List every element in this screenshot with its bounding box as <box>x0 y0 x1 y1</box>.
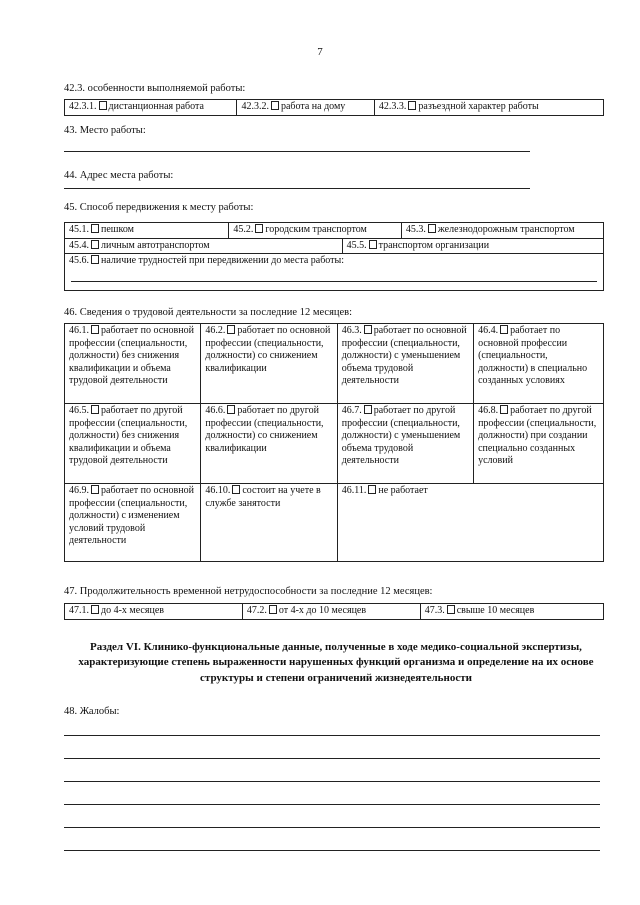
option-46-1[interactable]: 46.1. работает по основной профессии (специальности, должности) без снижения квалификации и объема трудовой деятельности <box>65 324 201 404</box>
section-45-table <box>64 222 604 291</box>
complaints-line[interactable] <box>64 850 600 851</box>
complaints-line[interactable] <box>64 804 600 805</box>
option-45-1[interactable]: 45.1. пешком <box>65 223 229 239</box>
section-6-heading: Раздел VI. Клинико-функциональные данные, полученные в ходе медико-социальной экспертизы, характеризующие степень выраженности нарушенных функций организма и определение на их основе структуры и степени ограничений жизнедеятельности <box>78 641 594 684</box>
checkbox[interactable] <box>99 101 107 110</box>
option-46-4[interactable]: 46.4. работает по основной профессии (специальности, должности) в специально созданных условиях <box>474 324 604 404</box>
checkbox[interactable] <box>255 224 263 233</box>
work-place-field[interactable] <box>64 151 530 152</box>
checkbox[interactable] <box>368 485 376 494</box>
checkbox[interactable] <box>91 224 99 233</box>
option-46-5[interactable]: 46.5. работает по другой профессии (специальности, должности) без снижения квалификации и объема трудовой деятельности <box>65 404 201 484</box>
checkbox[interactable] <box>500 325 508 334</box>
section-43-label: 43. Место работы: <box>64 125 146 136</box>
section-48-label: 48. Жалобы: <box>64 706 120 717</box>
option-46-10[interactable]: 46.10. состоит на учете в службе занятости <box>201 484 337 562</box>
option-46-11[interactable]: 46.11. не работает <box>337 484 603 562</box>
section-47-table <box>64 603 604 620</box>
complaints-line[interactable] <box>64 781 600 782</box>
option-47-2[interactable]: 47.2. от 4-х до 10 месяцев <box>242 604 420 620</box>
option-45-6[interactable]: 45.6. наличие трудностей при передвижении до места работы: <box>65 254 604 291</box>
page-number: 7 <box>317 46 323 58</box>
option-42-3-3[interactable]: 42.3.3. разъездной характер работы <box>374 100 603 116</box>
checkbox[interactable] <box>364 405 372 414</box>
checkbox[interactable] <box>447 605 455 614</box>
option-46-9[interactable]: 46.9. работает по основной профессии (специальности, должности) с изменением условий трудовой деятельности <box>65 484 201 562</box>
option-45-4[interactable]: 45.4. личным автотранспортом <box>65 238 343 254</box>
section-45-label: 45. Способ передвижения к месту работы: <box>64 202 254 213</box>
option-47-3[interactable]: 47.3. свыше 10 месяцев <box>420 604 603 620</box>
complaints-line[interactable] <box>64 758 600 759</box>
section-47-label: 47. Продолжительность временной нетрудоспособности за последние 12 месяцев: <box>64 586 433 597</box>
checkbox[interactable] <box>91 240 99 249</box>
section-46-label: 46. Сведения о трудовой деятельности за последние 12 месяцев: <box>64 307 353 318</box>
option-46-3[interactable]: 46.3. работает по основной профессии (специальности, должности) с уменьшением объема трудовой деятельности <box>337 324 473 404</box>
section-42-3-label: 42.3. особенности выполняемой работы: <box>64 83 246 94</box>
checkbox[interactable] <box>227 405 235 414</box>
work-address-field[interactable] <box>64 188 530 189</box>
option-45-5[interactable]: 45.5. транспортом организации <box>342 238 603 254</box>
section-46-table <box>64 323 604 562</box>
complaints-line[interactable] <box>64 827 600 828</box>
checkbox[interactable] <box>269 605 277 614</box>
checkbox[interactable] <box>364 325 372 334</box>
checkbox[interactable] <box>91 325 99 334</box>
checkbox[interactable] <box>408 101 416 110</box>
section-42-3-table <box>64 99 604 116</box>
option-46-8[interactable]: 46.8. работает по другой профессии (специальности, должности) при создании специально созданных условий <box>474 404 604 484</box>
checkbox[interactable] <box>91 405 99 414</box>
option-45-3[interactable]: 45.3. железнодорожным транспортом <box>401 223 603 239</box>
checkbox[interactable] <box>369 240 377 249</box>
checkbox[interactable] <box>232 485 240 494</box>
checkbox[interactable] <box>91 605 99 614</box>
option-46-6[interactable]: 46.6. работает по другой профессии (специальности, должности) со снижением квалификации <box>201 404 337 484</box>
checkbox[interactable] <box>500 405 508 414</box>
complaints-line[interactable] <box>64 735 600 736</box>
transport-difficulty-field[interactable] <box>71 281 597 282</box>
option-45-2[interactable]: 45.2. городским транспортом <box>229 223 401 239</box>
section-44-label: 44. Адрес места работы: <box>64 170 174 181</box>
option-46-7[interactable]: 46.7. работает по другой профессии (специальности, должности) с уменьшением объема трудовой деятельности <box>337 404 473 484</box>
checkbox[interactable] <box>91 485 99 494</box>
option-42-3-1[interactable]: 42.3.1. дистанционная работа <box>65 100 237 116</box>
option-47-1[interactable]: 47.1. до 4-х месяцев <box>65 604 243 620</box>
checkbox[interactable] <box>227 325 235 334</box>
checkbox[interactable] <box>428 224 436 233</box>
option-46-2[interactable]: 46.2. работает по основной профессии (специальности, должности) со снижением квалификации <box>201 324 337 404</box>
checkbox[interactable] <box>91 255 99 264</box>
option-42-3-2[interactable]: 42.3.2. работа на дому <box>237 100 374 116</box>
checkbox[interactable] <box>271 101 279 110</box>
